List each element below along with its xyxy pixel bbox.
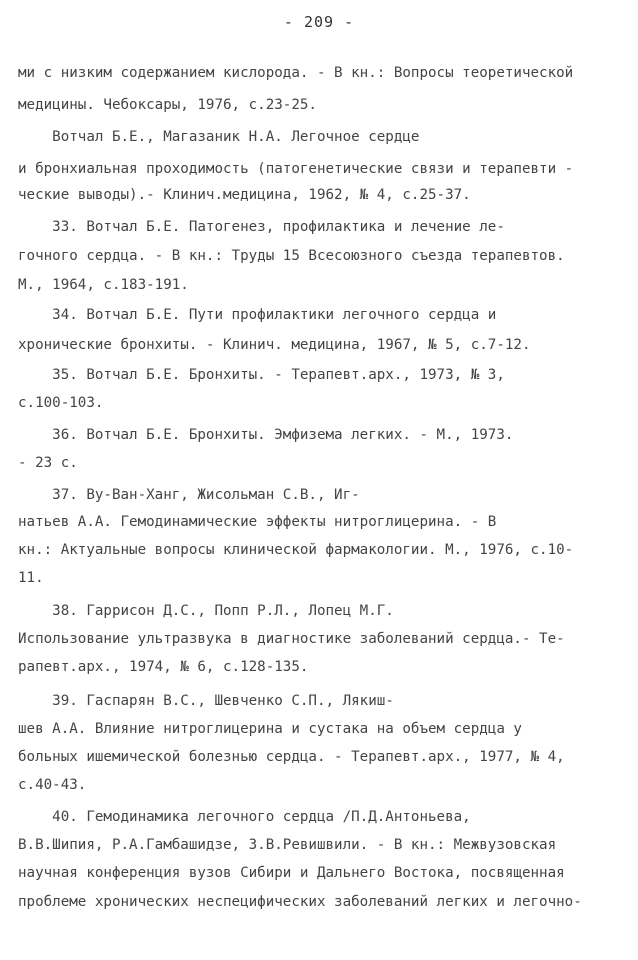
text-line: кн.: Актуальные вопросы клинической фармакологии. М., 1976, с.10- [18,542,574,558]
text-line: 38. Гаррисон Д.С., Попп Р.Л., Лопец М.Г. [18,603,394,619]
text-line: с.100-103. [18,395,104,411]
text-line: 39. Гаспарян В.С., Шевченко С.П., Лякиш- [18,693,394,709]
text-line: 35. Вотчал Б.Е. Бронхиты. - Терапевт.арх., 1973, № 3, [18,367,505,383]
text-line: В.В.Шипия, Р.А.Гамбашидзе, З.В.Ревишвили. - В кн.: Межвузовская [18,837,557,853]
text-line: 36. Вотчал Б.Е. Бронхиты. Эмфизема легких. - М., 1973. [18,427,514,443]
text-line: больных ишемической болезнью сердца. - Терапевт.арх., 1977, № 4, [18,749,565,765]
text-line: научная конференция вузов Сибири и Дальнего Востока, посвященная [18,865,565,881]
text-line: 40. Гемодинамика легочного сердца /П.Д.Антоньева, [18,809,471,825]
text-line: с.40-43. [18,777,87,793]
text-line: гочного сердца. - В кн.: Труды 15 Всесоюзного съезда терапевтов. [18,248,565,264]
text-line: хронические бронхиты. - Клинич. медицина, 1967, № 5, с.7-12. [18,337,531,353]
text-line: и бронхиальная проходимость (патогенетические связи и терапевти - [18,161,574,177]
text-line: Вотчал Б.Е., Магазаник Н.А. Легочное сердце [18,129,420,145]
page-number: - 209 - [283,13,355,31]
text-line: 11. [18,570,44,586]
text-line: проблеме хронических неспецифических заболеваний легких и легочно- [18,894,582,910]
text-line: 37. Ву-Ван-Ханг, Жисольман С.В., Иг- [18,487,360,503]
text-line: 33. Вотчал Б.Е. Патогенез, профилактика и лечение ле- [18,219,505,235]
text-line: рапевт.арх., 1974, № 6, с.128-135. [18,659,309,675]
text-line: шев А.А. Влияние нитроглицерина и сустака на объем сердца у [18,721,522,737]
text-line: натьев А.А. Гемодинамические эффекты нитроглицерина. - В [18,514,497,530]
text-line: Использование ультразвука в диагностике заболеваний сердца.- Те- [18,631,565,647]
text-line: М., 1964, с.183-191. [18,277,189,293]
text-line: ческие выводы).- Клинич.медицина, 1962, № 4, с.25-37. [18,187,471,203]
text-line: - 23 с. [18,455,78,471]
text-line: 34. Вотчал Б.Е. Пути профилактики легочного сердца и [18,307,497,323]
text-line: медицины. Чебоксары, 1976, с.23-25. [18,97,317,113]
text-line: ми с низким содержанием кислорода. - В кн.: Вопросы теоретической [18,65,574,81]
